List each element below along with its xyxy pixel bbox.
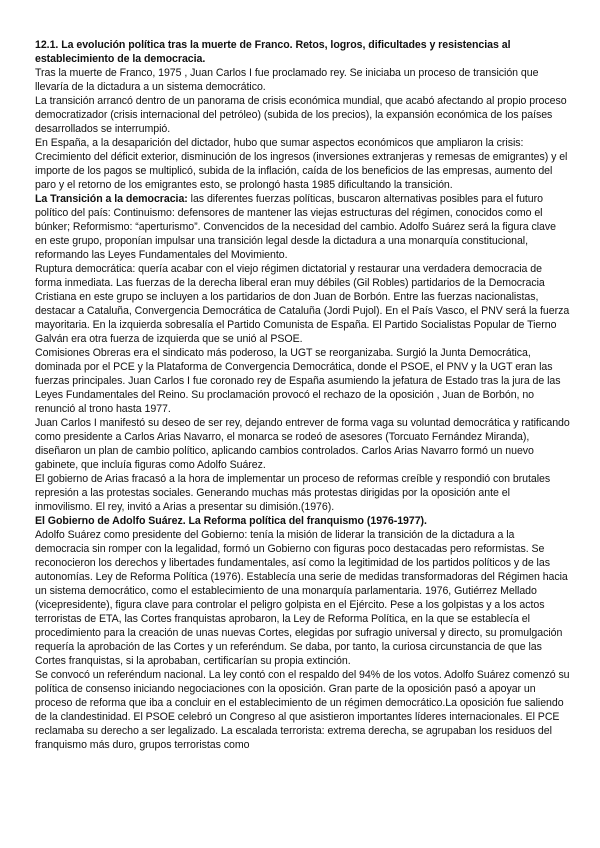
section-heading-transicion: La Transición a la democracia:: [35, 193, 188, 205]
paragraph-7: Juan Carlos I manifestó su deseo de ser rey, dejando entrever de forma vaga su voluntad democrática y ratificando como presidente a Carlos Arias Navarro, el monarca se rodeó de asesores (Torcuato Fernández Miranda), diseñaron un plan de cambio político, aplicando cambios controlados. Carlos Arias Navarro formó un nuevo gabinete, que incluía figuras como Adolfo Suárez.: [35, 417, 570, 471]
paragraph-9: Adolfo Suárez como presidente del Gobierno: tenía la misión de liderar la transición de la dictadura a la democracia sin romper con la legalidad, formó un Gobierno con figuras poco destacadas pero reformistas. Se reconocieron los derechos y libertades fundamentales, así como la legitimidad de los partidos políticos y de las autonomías. Ley de Reforma Política (1976). Establecía una serie de medidas transformadoras del Régimen hacia un sistema democrático, como el establecimiento de una monarquía parlamentaria. 1976, Gutiérrez Mellado (vicepresidente), figura clave para controlar el peligro golpista en el Ejército. Pese a los golpistas y a los actos terroristas de ETA, las Cortes franquistas aprobaron, la Ley de Reforma Política, en la que se establecía el procedimiento para la creación de unas nuevas Cortes, elegidas por sufragio universal y directo, su promulgación requería la aprobación de las Cortes y un referéndum. Se daba, por tanto, la curiosa circunstancia de que las Cortes franquistas, si la aprobaban, certificarían su propia extinción.: [35, 529, 568, 667]
paragraph-3: En España, a la desaparición del dictador, hubo que sumar aspectos económicos que ampliaron la crisis: Crecimiento del déficit exterior, disminución de los ingresos (inversiones extranjeras y remesas de emigrantes) y el importe de los pagos se multiplicó, subida de la inflación, caída de los beneficios de las empresas, aumento del paro y el retorno de los emigrantes esto, se prolongó hasta 1985 dificultando la transición.: [35, 137, 568, 191]
document-title: 12.1. La evolución política tras la muerte de Franco. Retos, logros, dificultades y resistencias al establecimiento de la democracia.: [35, 39, 511, 65]
paragraph-4: [35, 192, 570, 262]
paragraph-1: Tras la muerte de Franco, 1975 , Juan Carlos I fue proclamado rey. Se iniciaba un proceso de transición que llevaría de la dictadura a un sistema democrático.: [35, 67, 539, 93]
paragraph-10: Se convocó un referéndum nacional. La ley contó con el respaldo del 94% de los votos. Adolfo Suárez comenzó su política de consenso iniciando negociaciones con la oposición. Gran parte de la oposición pasó a apoyar un proceso de reforma que iba a concluir en el establecimiento de un régimen democrático.La oposición fue saliendo de la clandestinidad. El PSOE celebró un Congreso al que asistieron importantes líderes internacionales. El PCE reclamaba su derecho a ser legalizado. La escalada terrorista: extrema derecha, se agrupaban los residuos del franquismo más duro, grupos terroristas como: [35, 669, 570, 751]
section-heading-gobierno-suarez: El Gobierno de Adolfo Suárez. La Reforma política del franquismo (1976-1977).: [35, 515, 427, 527]
paragraph-2: La transición arrancó dentro de un panorama de crisis económica mundial, que acabó afectando al propio proceso democratizador (crisis internacional del petróleo) (subida de los precios), la expansión económica de los países desarrollados se interrumpió.: [35, 95, 567, 135]
paragraph-4-body: las diferentes fuerzas políticas, buscaron alternativas posibles para el futuro político del país: Continuismo: defensores de mantener las viejas estructuras del régimen, conocidos como el búnker; Reformismo: “aperturismo”. Convencidos de la necesidad del cambio. Adolfo Suárez será la figura clave en este grupo, proponían impulsar una transición legal desde la dictadura a una monarquía constitucional, reformando las Leyes Fundamentales del Movimiento.: [35, 193, 556, 261]
paragraph-8: El gobierno de Arias fracasó a la hora de implementar un proceso de reformas creíble y respondió con brutales represión a las protestas sociales. Generando muchas más protestas dirigidas por la oposición ante el inmovilismo. El rey, invitó a Arias a presentar su dimisión.(1976).: [35, 473, 551, 513]
paragraph-5: Ruptura democrática: quería acabar con el viejo régimen dictatorial y restaurar una verdadera democracia de forma inmediata. Las fuerzas de la derecha liberal eran muy débiles (Gil Robles) partidarios de la Democracia Cristiana en este grupo se incluyen a los partidarios de don Juan de Borbón. Entre las fuerzas nacionalistas, destacar a Cataluña, Convergencia Democrática de Cataluña (Jordi Pujol). En el País Vasco, el PNV será la fuerza mayoritaria. En la izquierda sobresalía el Partido Comunista de España. El Partido Socialistas Popular de Tierno Galván era otra fuerza de izquierda que se unió al PSOE.: [35, 263, 570, 345]
paragraph-6: Comisiones Obreras era el sindicato más poderoso, la UGT se reorganizaba. Surgió la Junta Democrática, dominada por el PCE y la Plataforma de Convergencia Democrática, donde el PSOE, el PNV y la UGT eran las fuerzas principales. Juan Carlos I fue coronado rey de España asumiendo la jefatura de Estado tras la jura de las Leyes Fundamentales del Reino. Su proclamación provocó el rechazo de la oposición , Juan de Borbón, no renunció al trono hasta 1977.: [35, 347, 561, 415]
